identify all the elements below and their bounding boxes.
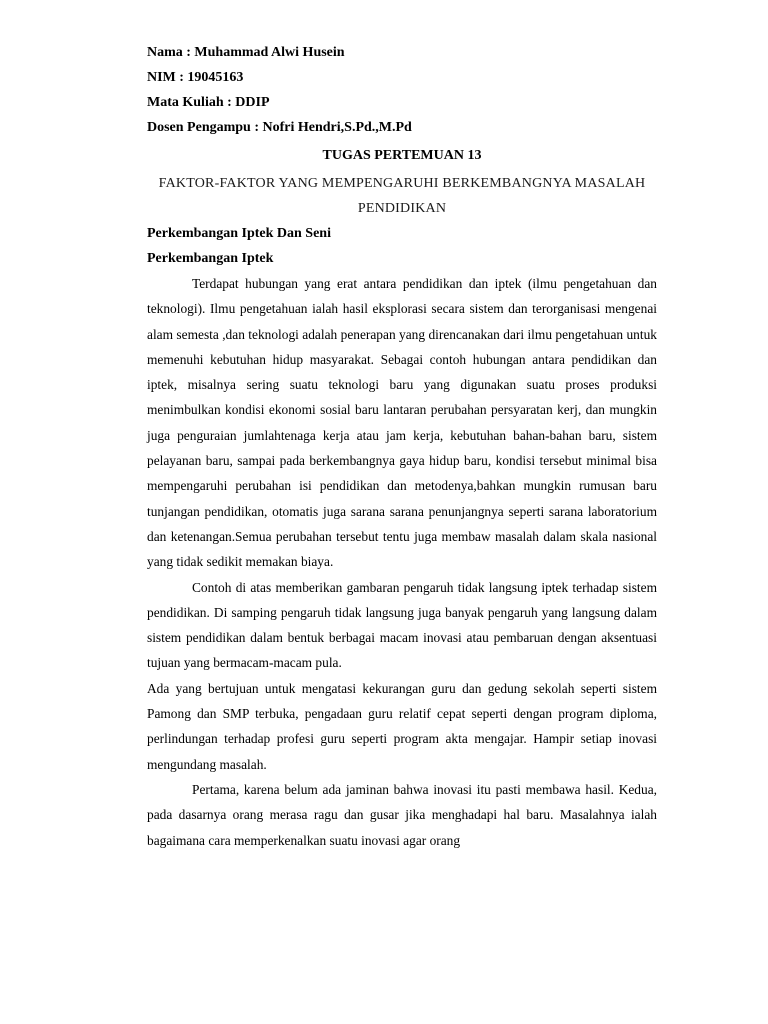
assignment-title: TUGAS PERTEMUAN 13 <box>322 148 482 163</box>
body-paragraph: Ada yang bertujuan untuk mengatasi kekurangan guru dan gedung sekolah seperti sistem Pamong dan SMP terbuka, pengadaan guru relatif cepat seperti dengan program diploma, perlindungan terhadap profesi guru seperti program akta mengajar. Hampir setiap inovasi mengundang masalah. <box>147 680 657 772</box>
document-title: FAKTOR-FAKTOR YANG MEMPENGARUHI BERKEMBANGNYA MASALAH PENDIDIKAN <box>158 176 646 216</box>
section-heading-iptek: Perkembangan Iptek <box>147 251 274 266</box>
body-paragraph: Contoh di atas memberikan gambaran pengaruh tidak langsung iptek terhadap sistem pendidikan. Di samping pengaruh tidak langsung juga banyak pengaruh yang langsung dalam sistem pendidikan dalam bentuk berbagai macam inovasi atau pembaruan dengan aksentuasi tujuan yang bermacam-macam pula. <box>147 579 657 671</box>
body-paragraph: Terdapat hubungan yang erat antara pendidikan dan iptek (ilmu pengetahuan dan teknologi). Ilmu pengetahuan ialah hasil eksplorasi secara sistem dan terorganisasi mengenai alam semesta ,dan teknologi adalah penerapan yang direncanakan dari ilmu pengetahuan untuk memenuhi kebutuhan hidup masyarakat. Sebagai contoh hubungan antara pendidikan dan iptek, misalnya sering suatu teknologi baru yang digunakan suatu proses produksi menimbulkan kondisi ekonomi sosial baru lantaran perubahan persyaratan kerj, dan mungkin juga penguraian jumlahtenaga kerja atau jam kerja, kebutuhan bahan-bahan baru, sistem pelayanan baru, sampai pada berkembangnya gaya hidup baru, kondisi tersebut minimal bisa mempengaruhi perubahan isi pendidikan dan metodenya,bahkan mungkin rumusan baru tunjangan pendidikan, otomatis juga sarana sarana penunjangnya seperti sarana laboratorium dan ketenangan.Semua perubahan tersebut tentu juga membaw masalah dalam skala nasional yang tidak sedikit memakan biaya. <box>147 276 657 570</box>
student-name: Nama : Muhammad Alwi Husein <box>147 45 345 60</box>
student-nim: NIM : 19045163 <box>147 70 244 85</box>
body-paragraph: Pertama, karena belum ada jaminan bahwa inovasi itu pasti membawa hasil. Kedua, pada dasarnya orang merasa ragu dan gusar jika menghadapi hal baru. Masalahnya ialah bagaimana cara memperkenalkan suatu inovasi agar orang <box>147 781 657 848</box>
section-heading-iptek-seni: Perkembangan Iptek Dan Seni <box>147 226 331 241</box>
document-body <box>147 40 657 853</box>
course-name: Mata Kuliah : DDIP <box>147 95 270 110</box>
lecturer-name: Dosen Pengampu : Nofri Hendri,S.Pd.,M.Pd <box>147 120 412 135</box>
